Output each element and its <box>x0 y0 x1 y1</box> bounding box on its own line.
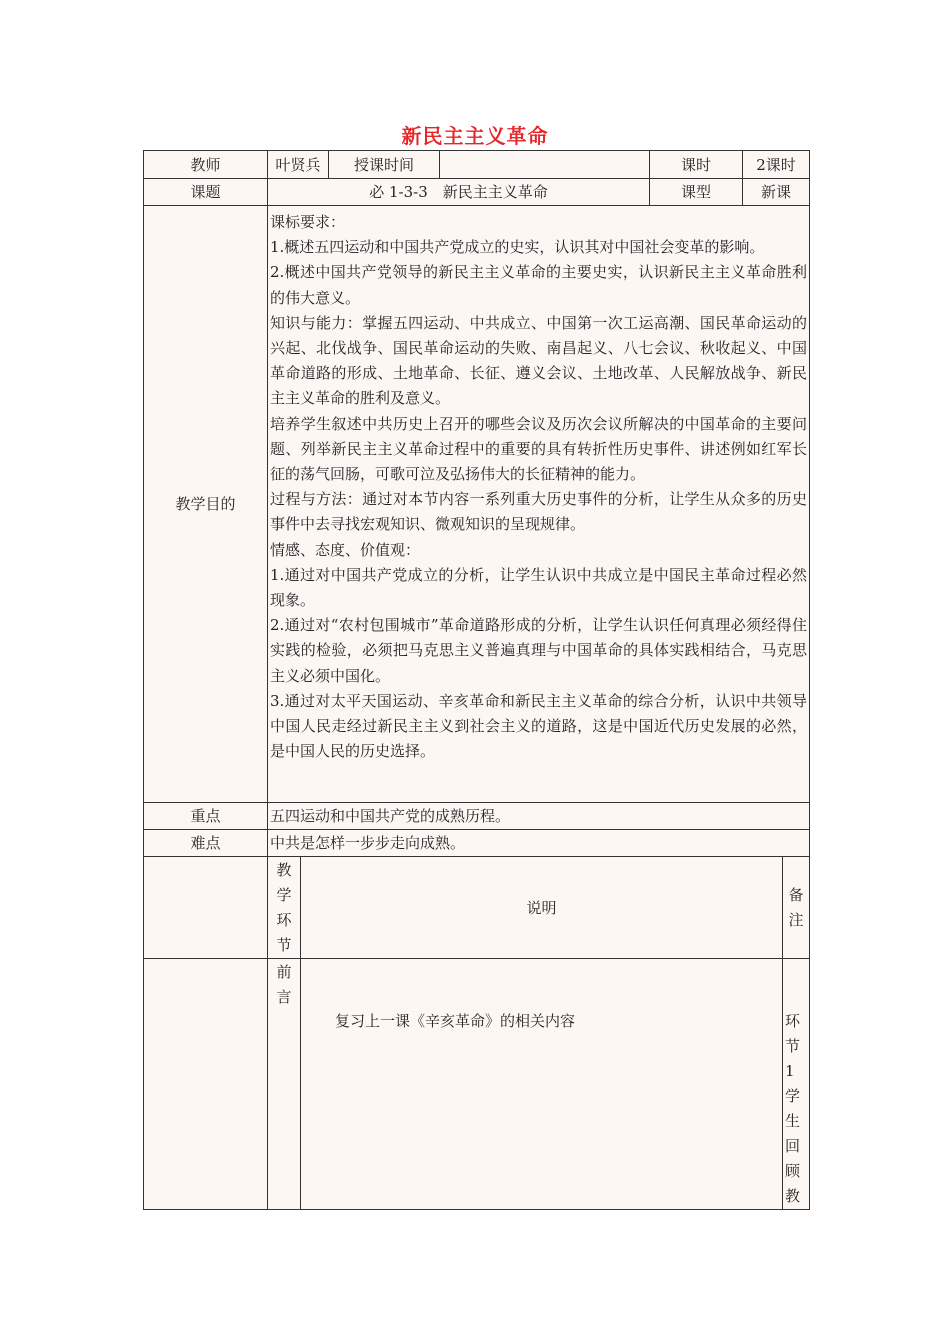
key-point-row <box>144 803 810 830</box>
topic-value: 必 1-3-3 新民主主义革命 <box>268 179 650 206</box>
goals-paragraph: 知识与能力：掌握五四运动、中共成立、中国第一次工运高潮、国民革命运动的兴起、北伐战争、国民革命运动的失败、南昌起义、八七会议、秋收起义、中国革命道路的形成、土地革命、长征、遵义会议、土地改革、人民解放战争、新民主主义革命的胜利及意义。 <box>270 313 808 408</box>
goals-paragraph: 2.通过对“农村包围城市”革命道路形成的分析，让学生认识任何真理必须经得住实践的检验，必须把马克思主义普遍真理与中国革命的具体实践相结合，马克思主义必须中国化。 <box>270 616 808 685</box>
note-cell <box>783 959 810 1210</box>
description-cell <box>301 959 783 1210</box>
description-header: 说明 <box>301 857 783 959</box>
goals-paragraph: 2.概述中国共产党领导的新民主主义革命的主要史实，认识新民主主义革命胜利的伟大意义。 <box>270 263 808 307</box>
process-header-row <box>144 857 810 959</box>
topic-row <box>144 179 810 206</box>
key-point-value: 五四运动和中国共产党的成熟历程。 <box>268 803 810 830</box>
type-label: 课型 <box>650 179 743 206</box>
stage-header-char: 节 <box>276 935 292 954</box>
note-char: 顾 <box>785 1162 801 1180</box>
note-header-char: 注 <box>788 910 804 929</box>
process-row-blank <box>144 959 268 1210</box>
note-char: 生 <box>785 1112 801 1130</box>
goals-paragraph: 过程与方法：通过对本节内容一系列重大历史事件的分析，让学生从众多的历史事件中去寻找宏观知识、微观知识的呈现规律。 <box>270 490 808 534</box>
goals-paragraph: 培养学生叙述中共历史上召开的哪些会议及历次会议所解决的中国革命的主要问题、列举新民主主义革命过程中的重要的具有转折性历史事件、讲述例如红军长征的荡气回肠，可歌可泣及弘扬伟大的长征精神的能力。 <box>270 414 808 484</box>
note-header-char: 备 <box>788 885 804 904</box>
goals-content <box>268 206 810 803</box>
lesson-plan-table <box>143 150 810 1210</box>
stage-cell <box>268 959 301 1210</box>
stage-header <box>268 857 301 959</box>
difficulty-label: 难点 <box>144 830 268 857</box>
goals-paragraph: 情感、态度、价值观： <box>270 540 421 559</box>
description-text: 复习上一课《辛亥革命》的相关内容 <box>335 1012 576 1030</box>
note-char: 回 <box>785 1137 801 1155</box>
key-point-label: 重点 <box>144 803 268 830</box>
difficulty-row <box>144 830 810 857</box>
goals-paragraph: 3.通过对太平天国运动、辛亥革命和新民主主义革命的综合分析，认识中共领导中国人民走经过新民主主义到社会主义的道路，这是中国近代历史发展的必然，是中国人民的历史选择。 <box>270 691 808 761</box>
note-char: 1 <box>785 1062 795 1080</box>
note-char: 环 <box>785 1012 801 1030</box>
goals-paragraph: 课标要求： <box>270 213 346 231</box>
hours-label: 课时 <box>650 151 743 179</box>
hours-value: 2课时 <box>743 151 810 179</box>
goals-paragraph: 1.概述五四运动和中国共产党成立的史实，认识其对中国社会变革的影响。 <box>270 238 765 257</box>
goals-row <box>144 206 810 803</box>
teacher-label: 教师 <box>144 151 268 179</box>
note-char: 学 <box>785 1087 801 1105</box>
note-char: 节 <box>785 1037 801 1055</box>
note-char: 教 <box>785 1187 801 1205</box>
time-label: 授课时间 <box>329 151 440 179</box>
teacher-row <box>144 151 810 179</box>
stage-header-char: 环 <box>276 910 292 929</box>
difficulty-value: 中共是怎样一步步走向成熟。 <box>268 830 810 857</box>
note-header <box>783 857 810 959</box>
stage-header-char: 教 <box>276 860 292 879</box>
goals-paragraph: 1.通过对中国共产党成立的分析，让学生认识中共成立是中国民主革命过程必然现象。 <box>270 565 808 610</box>
time-value <box>440 151 650 179</box>
type-value: 新课 <box>743 179 810 206</box>
topic-label: 课题 <box>144 179 268 206</box>
teacher-name: 叶贤兵 <box>268 151 329 179</box>
goals-label: 教学目的 <box>144 206 268 803</box>
stage-header-char: 学 <box>276 885 292 904</box>
page-title: 新民主主义革命 <box>401 124 549 148</box>
process-header-blank <box>144 857 268 959</box>
stage-char: 前 <box>276 963 292 981</box>
process-row <box>144 959 810 1210</box>
stage-char: 言 <box>276 988 292 1006</box>
